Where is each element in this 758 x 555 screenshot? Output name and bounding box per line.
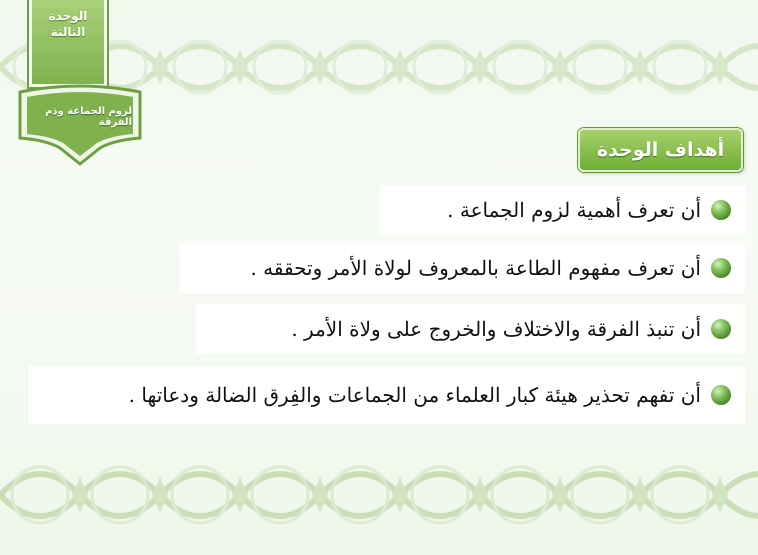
goal-text: أن تنبذ الفرقة والاختلاف والخروج على ولاة الأمر .	[291, 317, 701, 341]
bottom-ornament-border	[0, 445, 758, 545]
bullet-icon	[711, 258, 731, 278]
goal-item	[180, 243, 745, 293]
goal-text: أن تعرف مفهوم الطاعة بالمعروف لولاة الأمر وتحققه .	[250, 256, 701, 280]
unit-title: لزوم الجماعة وذم الفرقة	[45, 106, 132, 128]
goal-item	[28, 366, 745, 424]
goal-text: أن تفهم تحذير هيئة كبار العلماء من الجماعات والفِرق الضالة ودعاتها .	[128, 383, 701, 407]
unit-title-badge	[14, 82, 146, 166]
unit-label: الوحدة	[48, 9, 88, 23]
goal-text: أن تعرف أهمية لزوم الجماعة .	[447, 198, 701, 222]
goal-item	[380, 185, 745, 235]
bullet-icon	[711, 319, 731, 339]
unit-ordinal: الثالثة	[50, 25, 86, 39]
bullet-icon	[711, 385, 731, 405]
goal-item	[196, 304, 745, 354]
goals-header: أهداف الوحدة	[578, 128, 743, 172]
bullet-icon	[711, 200, 731, 220]
unit-number-tab	[29, 0, 107, 87]
